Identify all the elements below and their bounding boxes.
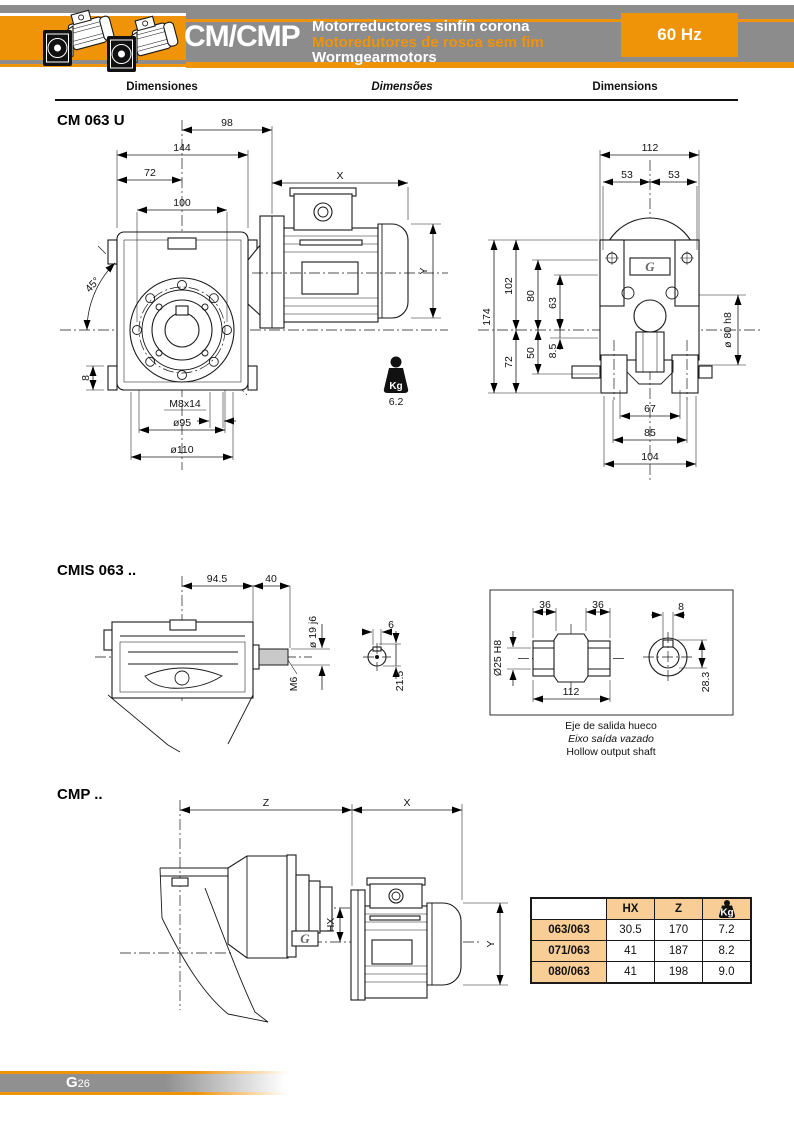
dim-label: 36	[592, 599, 604, 611]
z-cell: 170	[655, 920, 703, 941]
dim-label: 98	[221, 117, 233, 129]
column-header-es: Dimensiones	[126, 81, 198, 93]
dim-label: 72	[144, 167, 156, 179]
kg-cell: 9.0	[703, 962, 752, 984]
weight-icon	[384, 357, 408, 409]
kg-icon-label: Kg	[719, 907, 734, 918]
dim-label: X	[403, 797, 411, 809]
dim-label: 21.5	[394, 670, 406, 692]
subtitle-spanish: Motorreductores sinfín corona	[312, 18, 530, 35]
header-subtitles	[312, 19, 544, 66]
z-cell: 198	[655, 962, 703, 984]
table-row	[531, 920, 751, 941]
dim-label: X	[336, 170, 344, 182]
caption-es: Eje de salida hueco	[565, 720, 657, 732]
column-header-en: Dimensions	[592, 81, 658, 93]
dim-label: 174	[481, 308, 493, 326]
column-header-pt: Dimensões	[371, 81, 433, 93]
dim-label: 112	[562, 686, 580, 698]
cmis063-drawing	[0, 548, 794, 783]
table-header-z: Z	[655, 898, 703, 920]
caption-en: Hollow output shaft	[566, 746, 656, 758]
dim-label: 102	[503, 277, 515, 295]
dim-label: 8	[678, 601, 684, 613]
dim-label: 94.5	[206, 573, 228, 585]
header-rule	[55, 99, 738, 101]
dim-label: 80	[525, 290, 537, 302]
dim-label: 40	[265, 573, 277, 585]
hollow-shaft-detail	[490, 590, 733, 715]
cm063u-front-view	[60, 120, 448, 470]
dim-label: 63	[547, 297, 559, 309]
page-ref-number: 26	[77, 1078, 90, 1090]
dim-label: 50	[525, 347, 537, 359]
dim-label: Y	[485, 940, 497, 948]
hx-cell: 30.5	[607, 920, 655, 941]
weight-value: 6.2	[388, 396, 404, 408]
table-header-blank	[531, 898, 607, 920]
cmp-side-view	[120, 800, 480, 1022]
cm063u-rear-view	[478, 160, 762, 480]
brand-logo: G	[300, 931, 310, 946]
dim-label: M8x14	[169, 398, 201, 410]
page-ref-letter: G	[66, 1074, 78, 1091]
dim-label: 36	[539, 599, 551, 611]
table-header-kg	[703, 898, 752, 920]
footer-band	[0, 1074, 300, 1092]
table-header-hx: HX	[607, 898, 655, 920]
dim-label: 144	[173, 142, 191, 154]
model-cell: 071/063	[531, 941, 607, 962]
dim-label: 45°	[82, 275, 103, 295]
dim-label: 100	[173, 197, 191, 209]
kg-icon	[715, 900, 739, 919]
caption-pt: Eixo saída vazado	[568, 733, 654, 745]
kg-cell: 7.2	[703, 920, 752, 941]
brand-logo: G	[645, 259, 655, 274]
hollow-shaft-caption	[565, 720, 657, 758]
dim-label: 85	[644, 427, 656, 439]
table-row	[531, 962, 751, 984]
dim-label: ø 19 j6	[307, 615, 319, 649]
cmis063-side-view	[95, 576, 312, 752]
table-row	[531, 941, 751, 962]
dim-label: HX	[325, 917, 337, 933]
cm063u-drawing	[0, 108, 794, 480]
dim-label: ø 80 h8	[722, 312, 734, 348]
subtitle-portuguese: Motoredutores de rosca sem fim	[312, 33, 544, 51]
dim-label: 53	[621, 169, 633, 181]
dim-label: 28.3	[700, 671, 712, 693]
dim-label: Y	[418, 267, 430, 275]
kg-cell: 8.2	[703, 941, 752, 962]
page-title: CM/CMP	[184, 20, 300, 53]
footer-orange-line-bottom	[0, 1092, 300, 1095]
dim-label: Ø25 H8	[492, 639, 504, 677]
cmp-dimension-table	[530, 897, 752, 984]
hx-cell: 41	[607, 941, 655, 962]
cmis063-shaft-section	[362, 619, 406, 691]
model-cell: 080/063	[531, 962, 607, 984]
dim-label: ø110	[170, 444, 194, 456]
section-title-cmp: CMP ..	[57, 786, 103, 803]
dim-label: 53	[668, 169, 680, 181]
gearmotor-illustrations	[42, 0, 194, 80]
table-header-row	[531, 898, 751, 920]
section-title-cmis063: CMIS 063 ..	[57, 562, 137, 579]
dim-label: 8	[80, 375, 92, 381]
dim-label: M6	[288, 676, 300, 692]
dim-label: Z	[262, 797, 270, 809]
dim-label: 104	[641, 451, 659, 463]
dim-label: 112	[641, 142, 659, 154]
dim-label: 67	[644, 403, 656, 415]
kg-icon-label: Kg	[389, 381, 403, 392]
dim-label: 6	[388, 619, 394, 631]
frequency-badge: 60 Hz	[621, 13, 738, 57]
dim-label: ø95	[172, 417, 192, 429]
section-title-cm063u: CM 063 U	[57, 112, 125, 129]
dim-label: 72	[503, 356, 515, 368]
z-cell: 187	[655, 941, 703, 962]
subtitle-english: Wormgearmotors	[312, 49, 437, 66]
page-footer	[0, 1071, 300, 1097]
hx-cell: 41	[607, 962, 655, 984]
dim-label: 8.5	[547, 343, 559, 359]
model-cell: 063/063	[531, 920, 607, 941]
gearmotor-illustration	[43, 6, 115, 66]
